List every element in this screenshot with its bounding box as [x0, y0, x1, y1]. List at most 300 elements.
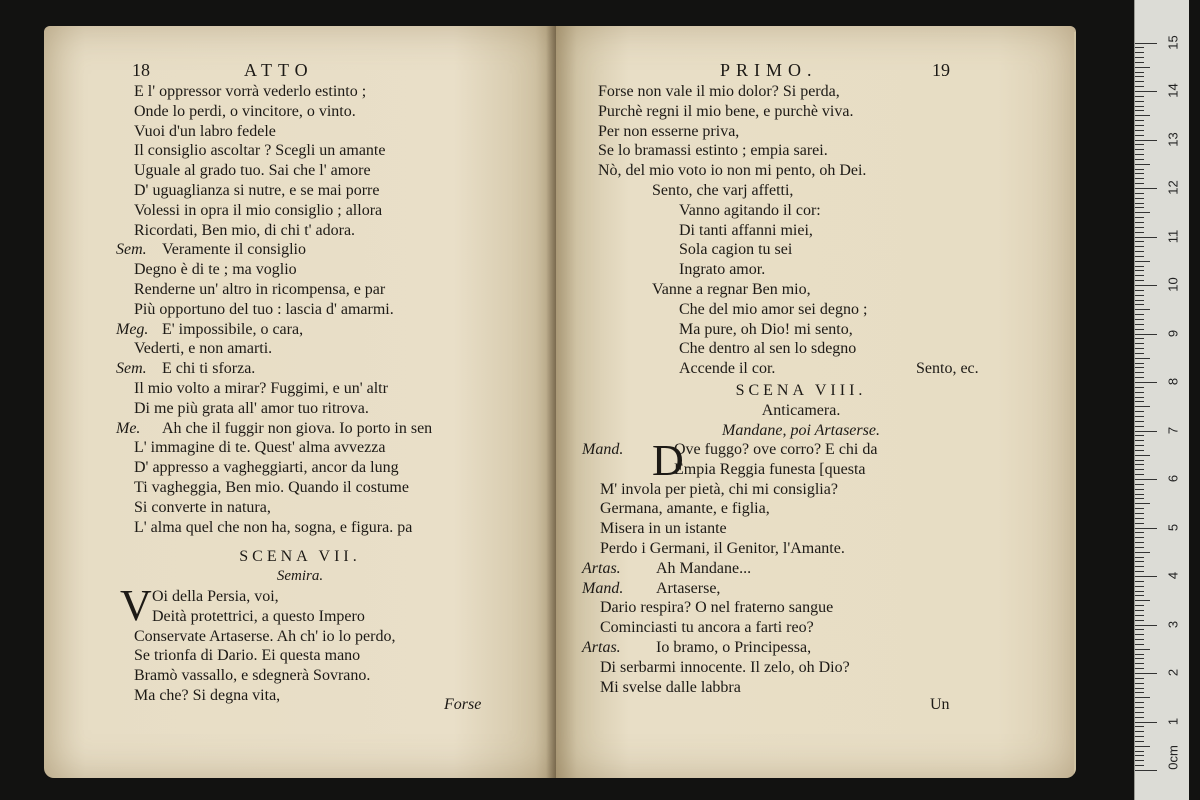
- right-catchword: Un: [930, 696, 950, 713]
- text-line: [116, 646, 546, 666]
- ruler-tick: [1135, 673, 1157, 674]
- ruler-tick: [1135, 770, 1157, 771]
- ruler-tick: [1135, 338, 1144, 339]
- ruler-tick: [1135, 445, 1144, 446]
- text-line: [116, 458, 546, 478]
- line-text: Mi svelse dalle labbra: [600, 678, 741, 696]
- ruler-tick: [1135, 309, 1150, 310]
- ruler-tick: [1135, 722, 1157, 723]
- ruler-tick: [1135, 329, 1144, 330]
- ruler-tick: [1135, 110, 1144, 111]
- line-text: Purchè regni il mio bene, e purchè viva.: [598, 102, 854, 120]
- line-text: Vuoi d'un labro fedele: [134, 122, 276, 140]
- line-text: Se lo bramassi estinto ; empia sarei.: [598, 142, 828, 160]
- ruler-tick: [1135, 692, 1144, 693]
- text-line: [116, 379, 546, 399]
- ruler-label: 8: [1165, 377, 1181, 386]
- ruler-tick: [1135, 518, 1144, 519]
- ruler-tick: [1135, 227, 1144, 228]
- measuring-ruler: [1134, 0, 1189, 800]
- ruler-label: 10: [1165, 277, 1181, 292]
- line-text: Più opportuno del tuo : lascia d' amarmi.: [134, 300, 394, 318]
- line-text: Perdo i Germani, il Genitor, l'Amante.: [600, 539, 845, 557]
- ruler-tick: [1135, 300, 1144, 301]
- ruler-tick: [1135, 76, 1144, 77]
- text-line: [598, 161, 1038, 181]
- line-text: Germana, amante, e figlia,: [600, 500, 770, 518]
- ruler-label: 12: [1165, 180, 1181, 195]
- line-text: Ah Mandane...: [656, 559, 752, 577]
- line-text: Per non esserne priva,: [598, 122, 740, 140]
- speaker-label: Mand.: [582, 441, 624, 458]
- ruler-label: 3: [1165, 620, 1181, 628]
- text-line: [598, 82, 1038, 102]
- line-text: Forse non vale il mio dolor? Si perda,: [598, 83, 840, 100]
- ruler-tick: [1135, 358, 1150, 359]
- text-line: [582, 598, 1052, 618]
- ruler-tick: [1135, 135, 1144, 136]
- line-text: Accende il cor.: [679, 360, 776, 378]
- text-line: [598, 300, 1038, 320]
- text-line: [598, 141, 1038, 161]
- line-text: Vederti, e non amarti.: [134, 340, 273, 358]
- ruler-tick: [1135, 295, 1144, 296]
- ruler-tick: [1135, 372, 1144, 373]
- ruler-tick: [1135, 421, 1144, 422]
- text-line: [598, 201, 1038, 221]
- ruler-tick: [1135, 353, 1144, 354]
- speaker-label: Artas.: [582, 559, 621, 577]
- line-text: Che dentro al sen lo sdegno: [679, 340, 857, 358]
- ruler-tick: [1135, 702, 1144, 703]
- ruler-tick: [1135, 285, 1157, 286]
- ruler-tick: [1135, 668, 1144, 669]
- left-text-block: [116, 82, 546, 537]
- text-line: [582, 678, 1052, 698]
- line-text: Io bramo, o Principessa,: [656, 638, 812, 656]
- ruler-tick: [1135, 251, 1144, 252]
- ruler-tick: [1135, 125, 1144, 126]
- text-line: [582, 460, 1052, 480]
- ruler-tick: [1135, 207, 1144, 208]
- ruler-tick: [1135, 91, 1157, 92]
- ruler-tick: [1135, 464, 1144, 465]
- ruler-tick: [1135, 649, 1150, 650]
- ruler-tick: [1135, 484, 1144, 485]
- ruler-tick: [1135, 547, 1144, 548]
- ruler-tick: [1135, 101, 1144, 102]
- scene-title: SCENA VII.: [239, 548, 361, 565]
- ruler-label: 13: [1165, 131, 1181, 147]
- text-line: [116, 260, 546, 280]
- ruler-tick: [1135, 314, 1144, 315]
- line-text: L' immagine di te. Quest' alma avvezza: [134, 439, 386, 457]
- scene-place: Anticamera.: [761, 401, 841, 419]
- text-line: [598, 339, 1038, 359]
- ruler-tick: [1135, 760, 1144, 761]
- ruler-tick: [1135, 62, 1144, 63]
- ruler-tick: [1135, 697, 1150, 698]
- sento-ec: Sento, ec.: [916, 360, 979, 377]
- scene-characters: Mandane, poi Artaserse.: [722, 421, 880, 439]
- text-line: [116, 240, 546, 260]
- ruler-label: 1: [1165, 717, 1181, 725]
- ruler-tick: [1135, 173, 1144, 174]
- ruler-tick: [1135, 639, 1144, 640]
- text-line: [116, 498, 546, 518]
- ruler-tick: [1135, 474, 1144, 475]
- ruler-tick: [1135, 552, 1150, 553]
- text-line: [116, 201, 546, 221]
- ruler-tick: [1135, 222, 1144, 223]
- line-text: Sento, che varj affetti,: [652, 181, 794, 199]
- ruler-tick: [1135, 52, 1144, 53]
- ruler-tick: [1135, 397, 1144, 398]
- line-text: Degno è di te ; ma voglio: [134, 261, 297, 279]
- ruler-tick: [1135, 401, 1144, 402]
- ruler-tick: [1135, 377, 1144, 378]
- ruler-tick: [1135, 81, 1144, 82]
- line-text: E' impossibile, o cara,: [162, 320, 304, 338]
- ruler-tick: [1135, 392, 1144, 393]
- open-book: [40, 26, 1090, 778]
- ruler-tick: [1135, 246, 1144, 247]
- text-line: [582, 559, 1052, 579]
- ruler-tick: [1135, 266, 1144, 267]
- line-text: Conservate Artaserse. Ah ch' io lo perdo,: [134, 627, 396, 645]
- text-line: [582, 658, 1052, 678]
- ruler-tick: [1135, 426, 1144, 427]
- ruler-tick: [1135, 678, 1144, 679]
- ruler-tick: [1135, 334, 1157, 335]
- line-text: Il mio volto a mirar? Fuggimi, e un' altr: [134, 379, 388, 397]
- text-line: [116, 161, 546, 181]
- ruler-tick: [1135, 406, 1150, 407]
- ruler-tick: [1135, 120, 1144, 121]
- right-text-block: [598, 82, 1038, 379]
- line-text: Se trionfa di Dario. Ei questa mano: [134, 647, 361, 665]
- ruler-tick: [1135, 217, 1144, 218]
- ruler-tick: [1135, 130, 1144, 131]
- text-line: [116, 359, 546, 379]
- ruler-tick: [1135, 431, 1157, 432]
- left-running-head: ATTO: [244, 60, 314, 80]
- text-line: [116, 320, 546, 340]
- ruler-tick: [1135, 523, 1144, 524]
- ruler-tick: [1135, 86, 1144, 87]
- left-scene-text: [116, 581, 546, 706]
- ruler-tick: [1135, 416, 1144, 417]
- speaker-label: Sem.: [116, 241, 147, 259]
- scene-title: SCENA VIII.: [735, 382, 867, 399]
- ruler-tick: [1135, 498, 1144, 499]
- ruler-tick: [1135, 586, 1144, 587]
- ruler-tick: [1135, 256, 1144, 257]
- line-text: Sola cagion tu sei: [679, 241, 793, 259]
- right-dialogue: [582, 436, 1052, 697]
- text-line: [116, 587, 546, 607]
- ruler-tick: [1135, 595, 1144, 596]
- ruler-tick: [1135, 232, 1144, 233]
- ruler-tick: [1135, 605, 1144, 606]
- ruler-tick: [1135, 154, 1144, 155]
- line-text: Si converte in natura,: [134, 498, 271, 516]
- ruler-tick: [1135, 629, 1144, 630]
- line-text: Volessi in opra il mio consiglio ; allora: [134, 201, 383, 219]
- ruler-tick: [1135, 755, 1144, 756]
- ruler-tick: [1135, 304, 1144, 305]
- ruler-label: 9: [1165, 329, 1181, 337]
- text-line: [116, 666, 546, 686]
- text-line: [116, 518, 546, 538]
- drop-cap: V: [120, 581, 152, 630]
- ruler-tick: [1135, 164, 1150, 165]
- ruler-tick: [1135, 561, 1144, 562]
- ruler-tick: [1135, 115, 1150, 116]
- ruler-tick: [1135, 489, 1144, 490]
- text-line: [598, 260, 1038, 280]
- right-page: [556, 26, 1076, 778]
- line-text: Onde lo perdi, o vincitore, o vinto.: [134, 102, 356, 120]
- ruler-tick: [1135, 387, 1144, 388]
- drop-cap: D: [652, 436, 684, 485]
- ruler-tick: [1135, 712, 1144, 713]
- ruler-tick: [1135, 571, 1144, 572]
- ruler-tick: [1135, 591, 1144, 592]
- ruler-tick: [1135, 508, 1144, 509]
- ruler-tick: [1135, 537, 1144, 538]
- ruler-tick: [1135, 324, 1144, 325]
- line-text: D' appresso a vagheggiarti, ancor da lung: [134, 459, 399, 477]
- ruler-tick: [1135, 581, 1144, 582]
- text-line: [116, 181, 546, 201]
- ruler-tick: [1135, 149, 1144, 150]
- ruler-tick: [1135, 600, 1150, 601]
- ruler-tick: [1135, 620, 1144, 621]
- ruler-tick: [1135, 212, 1150, 213]
- ruler-tick: [1135, 348, 1144, 349]
- ruler-tick: [1135, 741, 1144, 742]
- ruler-tick: [1135, 707, 1144, 708]
- line-text: E chi ti sforza.: [162, 360, 256, 378]
- ruler-tick: [1135, 440, 1144, 441]
- ruler-tick: [1135, 47, 1144, 48]
- ruler-label: 14: [1165, 83, 1181, 98]
- ruler-tick: [1135, 765, 1144, 766]
- ruler-tick: [1135, 363, 1144, 364]
- speaker-label: Artas.: [582, 638, 621, 656]
- left-page-number: 18: [132, 60, 150, 80]
- line-text: E l' oppressor vorrà vederlo estinto ;: [134, 83, 367, 100]
- ruler-label: 2: [1165, 668, 1181, 677]
- left-page: [44, 26, 556, 778]
- ruler-tick: [1135, 557, 1144, 558]
- ruler-tick: [1135, 140, 1157, 141]
- speaker-label: Sem.: [116, 360, 147, 378]
- ruler-tick: [1135, 460, 1144, 461]
- line-text: Dario respira? O nel fraterno sangue: [600, 599, 834, 617]
- line-text: Di me più grata all' amor tuo ritrova.: [134, 399, 369, 417]
- ruler-tick: [1135, 367, 1144, 368]
- ruler-tick: [1135, 280, 1144, 281]
- line-text: Ingrato amor.: [679, 261, 766, 279]
- ruler-label: 11: [1165, 229, 1181, 243]
- text-line: [582, 638, 1052, 658]
- ruler-tick: [1135, 144, 1144, 145]
- ruler-tick: [1135, 450, 1144, 451]
- speaker-label: Meg.: [116, 320, 149, 338]
- text-line: [116, 419, 546, 439]
- ruler-tick: [1135, 193, 1144, 194]
- ruler-tick: [1135, 435, 1144, 436]
- ruler-tick: [1135, 67, 1150, 68]
- right-scene-header: [556, 381, 1076, 440]
- text-line: [598, 122, 1038, 142]
- ruler-tick: [1135, 658, 1144, 659]
- text-line: [116, 141, 546, 161]
- ruler-tick: [1135, 736, 1144, 737]
- ruler-tick: [1135, 188, 1157, 189]
- text-line: [582, 440, 1052, 460]
- ruler-tick: [1135, 654, 1144, 655]
- ruler-tick: [1135, 183, 1144, 184]
- ruler-label: 0cm: [1165, 745, 1181, 770]
- text-line: [116, 221, 546, 241]
- page-edges: [1074, 32, 1076, 774]
- ruler-tick: [1135, 751, 1144, 752]
- line-text: Ti vagheggia, Ben mio. Quando il costume: [134, 478, 409, 496]
- ruler-tick: [1135, 319, 1144, 320]
- line-text: D' uguaglianza si nutre, e se mai porre: [134, 181, 380, 199]
- text-line: [598, 240, 1038, 260]
- ruler-tick: [1135, 106, 1144, 107]
- scene-character: Semira.: [276, 567, 324, 584]
- text-line: [116, 339, 546, 359]
- line-text: Veramente il consiglio: [162, 241, 306, 259]
- ruler-tick: [1135, 261, 1150, 262]
- text-line: [582, 499, 1052, 519]
- ruler-tick: [1135, 566, 1144, 567]
- text-line: [598, 102, 1038, 122]
- text-line: [582, 579, 1052, 599]
- ruler-tick: [1135, 237, 1157, 238]
- ruler-tick: [1135, 683, 1144, 684]
- text-line: [116, 478, 546, 498]
- ruler-label: 5: [1165, 523, 1181, 531]
- ruler-tick: [1135, 610, 1144, 611]
- line-text: Che del mio amor sei degno ;: [679, 300, 868, 318]
- line-text: Oi della Persia, voi,: [152, 588, 279, 605]
- ruler-tick: [1135, 688, 1144, 689]
- line-text: Di tanti affanni miei,: [679, 221, 813, 239]
- ruler-tick: [1135, 503, 1150, 504]
- ruler-tick: [1135, 625, 1157, 626]
- ruler-label: 7: [1165, 426, 1181, 434]
- ruler-tick: [1135, 241, 1144, 242]
- ruler-tick: [1135, 382, 1157, 383]
- text-line: [582, 618, 1052, 638]
- text-line: [116, 82, 546, 102]
- line-text: Empia Reggia funesta [questa: [674, 460, 866, 478]
- ruler-tick: [1135, 717, 1144, 718]
- text-line: [582, 519, 1052, 539]
- text-line: [598, 221, 1038, 241]
- ruler-tick: [1135, 644, 1144, 645]
- line-text: Ma pure, oh Dio! mi sento,: [679, 320, 853, 338]
- ruler-tick: [1135, 72, 1144, 73]
- text-line: [116, 122, 546, 142]
- ruler-tick: [1135, 746, 1150, 747]
- ruler-tick: [1135, 169, 1144, 170]
- ruler-tick: [1135, 343, 1144, 344]
- ruler-tick: [1135, 96, 1144, 97]
- ruler-tick: [1135, 663, 1144, 664]
- line-text: Ah che il fuggir non giova. Io porto in sen: [162, 419, 433, 437]
- line-text: Ove fuggo? ove corro? E chi da: [674, 441, 878, 458]
- left-catchword: Forse: [444, 696, 482, 713]
- line-text: Cominciasti tu ancora a farti reo?: [600, 619, 814, 637]
- ruler-label: 15: [1165, 34, 1181, 50]
- ruler-tick: [1135, 178, 1144, 179]
- ruler-tick: [1135, 159, 1144, 160]
- text-line: [598, 280, 1038, 300]
- ruler-tick: [1135, 198, 1144, 199]
- ruler-tick: [1135, 411, 1144, 412]
- text-line: [582, 539, 1052, 559]
- ruler-tick: [1135, 494, 1144, 495]
- text-line: [116, 399, 546, 419]
- text-line: [116, 607, 546, 627]
- ruler-label: 4: [1165, 571, 1181, 580]
- ruler-tick: [1135, 576, 1157, 577]
- text-line: [582, 480, 1052, 500]
- ruler-tick: [1135, 513, 1144, 514]
- line-text: Vanne a regnar Ben mio,: [652, 280, 811, 298]
- line-text: Di serbarmi innocente. Il zelo, oh Dio?: [600, 658, 850, 676]
- ruler-tick: [1135, 726, 1144, 727]
- ruler-tick: [1135, 532, 1144, 533]
- right-page-number: 19: [932, 60, 950, 80]
- speaker-label: Mand.: [582, 579, 624, 597]
- ruler-tick: [1135, 43, 1157, 44]
- ruler-tick: [1135, 469, 1144, 470]
- line-text: Deità protettrici, a questo Impero: [152, 607, 365, 625]
- text-line: [116, 280, 546, 300]
- line-text: Renderne un' altro in ricompensa, e par: [134, 280, 386, 298]
- line-text: Ma che? Si degna vita,: [134, 686, 281, 704]
- text-line: [598, 320, 1038, 340]
- ruler-tick: [1135, 455, 1150, 456]
- line-text: Vanno agitando il cor:: [679, 201, 821, 219]
- text-line: [116, 438, 546, 458]
- line-text: Uguale al grado tuo. Sai che l' amore: [134, 162, 371, 180]
- text-line: [116, 686, 546, 706]
- text-line: [116, 627, 546, 647]
- text-line: [598, 181, 1038, 201]
- text-line: [116, 102, 546, 122]
- line-text: Nò, del mio voto io non mi pento, oh Dei.: [598, 162, 867, 180]
- line-text: L' alma quel che non ha, sogna, e figura. pa: [134, 518, 413, 536]
- line-text: M' invola per pietà, chi mi consiglia?: [600, 480, 838, 498]
- ruler-tick: [1135, 479, 1157, 480]
- line-text: Ricordati, Ben mio, di chi t' adora.: [134, 221, 356, 239]
- right-running-head: PRIMO.: [720, 60, 818, 80]
- text-line: [116, 300, 546, 320]
- ruler-label: 6: [1165, 474, 1181, 483]
- ruler-tick: [1135, 275, 1144, 276]
- ruler-tick: [1135, 542, 1144, 543]
- line-text: Misera in un istante: [600, 520, 727, 538]
